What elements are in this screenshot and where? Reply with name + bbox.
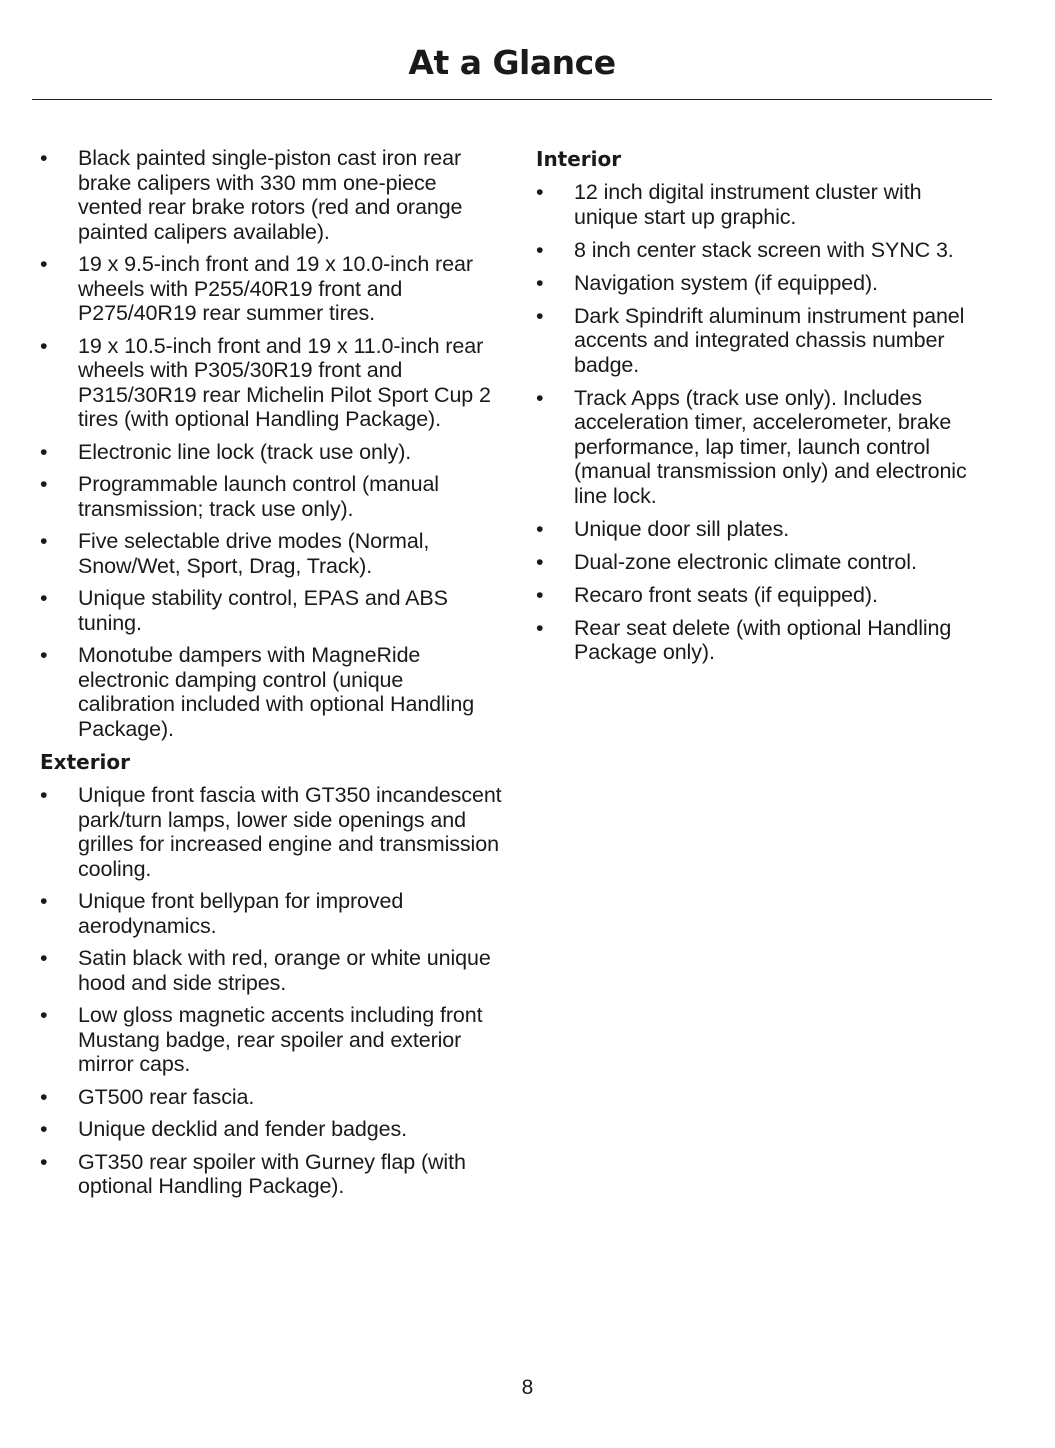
- list-item-text: Unique door sill plates.: [574, 516, 790, 541]
- list-item-text: Unique stability control, EPAS and ABS tuning.: [78, 586, 448, 635]
- list-item: [40, 946, 502, 995]
- list-item-text: Programmable launch control (manual transmission; track use only).: [78, 472, 439, 521]
- list-item-text: Track Apps (track use only). Includes acceleration timer, accelerometer, brake performance, lap timer, launch control (manual transmission only) and electronic line lock.: [574, 385, 967, 508]
- list-item-text: GT350 rear spoiler with Gurney flap (with optional Handling Package).: [78, 1149, 466, 1198]
- list-item: [536, 304, 988, 378]
- list-item: [40, 334, 502, 432]
- bullet-icon: •: [40, 333, 48, 358]
- bullet-icon: •: [40, 439, 48, 464]
- list-item: [536, 517, 988, 542]
- bullet-icon: •: [40, 946, 48, 970]
- list-item: [40, 252, 502, 326]
- bullet-icon: •: [40, 1117, 48, 1141]
- list-item: [536, 616, 988, 665]
- list-item: [536, 550, 988, 575]
- bullet-icon: •: [536, 385, 544, 410]
- list-item: [40, 440, 502, 465]
- bullet-icon: •: [536, 180, 544, 204]
- list-item: [40, 146, 502, 244]
- list-item: [40, 586, 502, 635]
- list-item: [40, 529, 502, 578]
- list-item-text: Unique front fascia with GT350 incandescent park/turn lamps, lower side openings and grilles for increased engine and transmission cooling.: [78, 783, 502, 881]
- list-item-text: Navigation system (if equipped).: [574, 270, 878, 295]
- list-item: [40, 1085, 502, 1110]
- bullet-icon: •: [536, 582, 544, 607]
- bullet-icon: •: [536, 270, 544, 295]
- bullet-icon: •: [536, 303, 544, 328]
- bullet-icon: •: [40, 1084, 48, 1109]
- list-item: [536, 271, 988, 296]
- list-item-text: Recaro front seats (if equipped).: [574, 582, 878, 607]
- bullet-icon: •: [40, 643, 48, 667]
- list-item-text: Monotube dampers with MagneRide electronic damping control (unique calibration included with optional Handling Package).: [78, 643, 475, 741]
- bullet-icon: •: [40, 1003, 48, 1027]
- list-item: [40, 1117, 502, 1142]
- left-column: [40, 146, 502, 1207]
- list-item: [40, 889, 502, 938]
- list-item-text: Rear seat delete (with optional Handling Package only).: [574, 615, 952, 664]
- list-item-text: Black painted single-piston cast iron rear brake calipers with 330 mm one-piece vented rear brake rotors (red and orange painted calipers available).: [78, 146, 463, 244]
- list-item-text: 19 x 9.5-inch front and 19 x 10.0-inch rear wheels with P255/40R19 front and P275/40R19 rear summer tires.: [78, 252, 473, 325]
- list-item: [40, 643, 502, 741]
- page-title: At a Glance: [408, 43, 616, 82]
- list-item-text: Electronic line lock (track use only).: [78, 439, 412, 464]
- list-item: [536, 238, 988, 263]
- interior-heading: Interior: [536, 147, 622, 171]
- bullet-icon: •: [40, 529, 48, 553]
- list-item-text: GT500 rear fascia.: [78, 1084, 255, 1109]
- intro-feature-list: [40, 146, 502, 741]
- list-item-text: Dual-zone electronic climate control.: [574, 549, 917, 574]
- bullet-icon: •: [40, 889, 48, 913]
- list-item-text: Unique front bellypan for improved aerodynamics.: [78, 889, 404, 938]
- bullet-icon: •: [536, 516, 544, 541]
- bullet-icon: •: [40, 472, 48, 496]
- list-item: [40, 1003, 502, 1077]
- list-item-text: Five selectable drive modes (Normal, Snow/Wet, Sport, Drag, Track).: [78, 529, 430, 578]
- list-item-text: Satin black with red, orange or white unique hood and side stripes.: [78, 946, 491, 995]
- bullet-icon: •: [40, 1149, 48, 1174]
- list-item: [40, 472, 502, 521]
- list-item: [40, 783, 502, 881]
- list-item: [40, 1150, 502, 1199]
- bullet-icon: •: [536, 237, 544, 262]
- list-item-text: 12 inch digital instrument cluster with unique start up graphic.: [574, 180, 922, 229]
- list-item: [536, 180, 988, 229]
- list-item-text: 8 inch center stack screen with SYNC 3.: [574, 237, 954, 262]
- list-item-text: Dark Spindrift aluminum instrument panel accents and integrated chassis number badge.: [574, 303, 965, 377]
- list-item: [536, 386, 988, 509]
- list-item: [536, 583, 988, 608]
- interior-feature-list: [536, 180, 988, 665]
- list-item-text: Low gloss magnetic accents including front Mustang badge, rear spoiler and exterior mirror caps.: [78, 1003, 483, 1076]
- exterior-heading: Exterior: [40, 750, 131, 774]
- bullet-icon: •: [40, 146, 48, 170]
- list-item-text: 19 x 10.5-inch front and 19 x 11.0-inch rear wheels with P305/30R19 front and P315/30R19 rear Michelin Pilot Sport Cup 2 tires (with optional Handling Package).: [78, 333, 491, 431]
- right-column: [536, 146, 988, 673]
- exterior-feature-list: [40, 783, 502, 1199]
- bullet-icon: •: [536, 549, 544, 574]
- page-number: 8: [521, 1376, 534, 1399]
- bullet-icon: •: [40, 252, 48, 276]
- bullet-icon: •: [40, 783, 48, 807]
- bullet-icon: •: [536, 615, 544, 640]
- list-item-text: Unique decklid and fender badges.: [78, 1117, 407, 1141]
- page-header: [32, 0, 992, 100]
- bullet-icon: •: [40, 586, 48, 610]
